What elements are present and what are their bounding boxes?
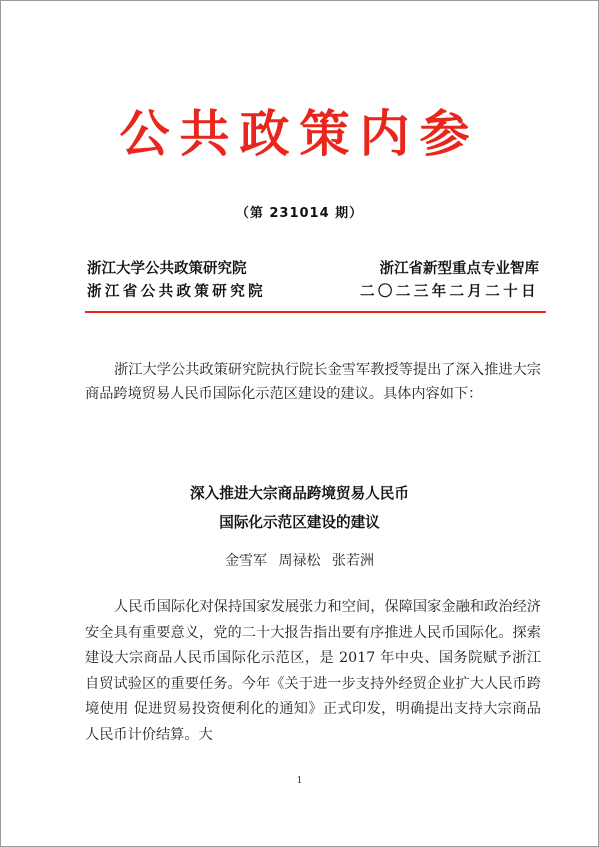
article-authors: 金雪军 周禄松 张若洲 [225, 553, 374, 569]
article-title-line-2: 国际化示范区建设的建议 [219, 514, 380, 531]
meta-row-2 [87, 281, 539, 303]
header-divider [85, 311, 546, 313]
article-body-paragraph: 人民币国际化对保持国家发展张力和空间，保障国家金融和政治经济安全具有重要意义，党的二十大报告指出要有序推进人民币国际化。探索建设大宗商品人民币国际化示范区，是 2017 年中央、国务院赋予浙江自贸试验区的重要任务。今年《关于进一步支持外经贸企业扩大人民币跨境使用 促进贸易投资便利化的通知》正式印发，明确提出支持大宗商品人民币计价结算。大 [85, 599, 541, 743]
intro-paragraph: 浙江大学公共政策研究院执行院长金雪军教授等提出了深入推进大宗商品跨境贸易人民币国际化示范区建设的建议。具体内容如下： [85, 362, 541, 402]
institute-name: 浙江大学公共政策研究院 [87, 261, 247, 277]
institute-name-spaced: 浙江省公共政策研究院 [87, 284, 266, 300]
think-tank-label: 浙江省新型重点专业智库 [379, 261, 539, 277]
meta-row-1 [87, 258, 539, 280]
article-title-line-1: 深入推进大宗商品跨境贸易人民币 [190, 485, 409, 502]
masthead-title: 公共政策内参 [119, 104, 480, 163]
article-title [1, 479, 598, 537]
issue-date: 二〇二三年二月二十日 [360, 284, 539, 300]
page-number: 1 [296, 776, 303, 786]
issue-number: （第 231014 期） [235, 206, 364, 221]
